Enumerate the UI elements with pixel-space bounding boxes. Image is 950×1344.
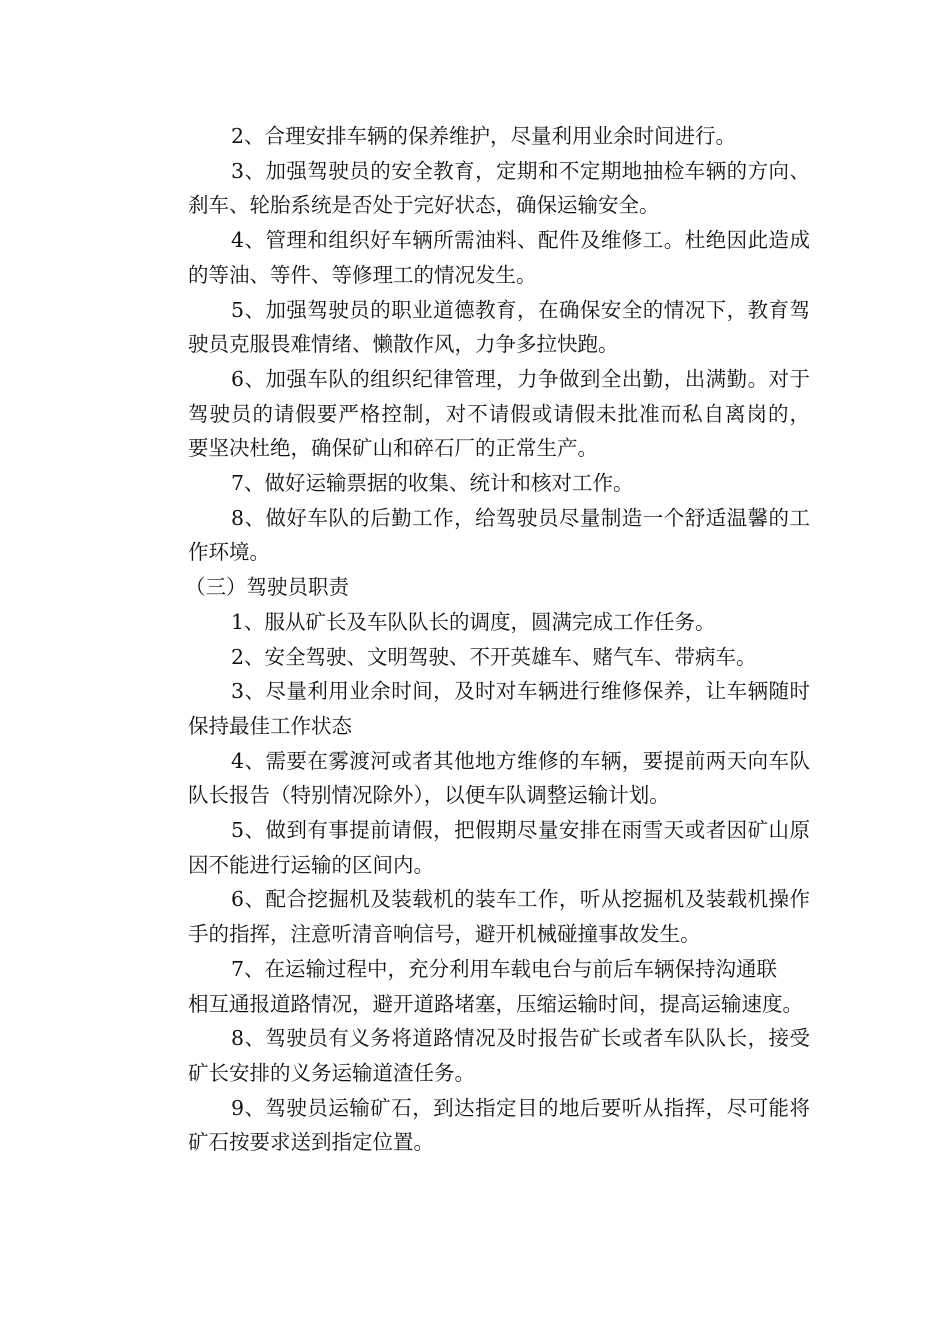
text-line: 5、做到有事提前请假，把假期尽量安排在雨雪天或者因矿山原 xyxy=(231,818,810,843)
text-line: 3、加强驾驶员的安全教育，定期和不定期地抽检车辆的方向、 xyxy=(231,158,810,183)
paragraph-item-4 xyxy=(145,223,810,292)
paragraph-item-7 xyxy=(145,466,810,501)
paragraph-item-3 xyxy=(145,154,810,223)
text-line: 驶员克服畏难情绪、懒散作风，力争多拉快跑。 xyxy=(188,332,619,357)
text-line: 要坚决杜绝，确保矿山和碎石厂的正常生产。 xyxy=(188,436,598,461)
duty-item-3 xyxy=(145,674,810,743)
text-line: 5、加强驾驶员的职业道德教育，在确保安全的情况下，教育驾 xyxy=(231,297,810,322)
text-line: 9、驾驶员运输矿石，到达指定目的地后要听从指挥，尽可能将 xyxy=(231,1095,810,1120)
paragraph-item-2 xyxy=(145,119,810,154)
duty-item-1 xyxy=(145,605,810,640)
text-line: 驾驶员的请假要严格控制，对不请假或请假未批准而私自离岗的， xyxy=(188,401,810,426)
text-line: 手的指挥，注意听清音响信号，避开机械碰撞事故发生。 xyxy=(188,922,701,947)
duty-item-7 xyxy=(145,952,810,1021)
text-line: 8、驾驶员有义务将道路情况及时报告矿长或者车队队长，接受 xyxy=(231,1026,810,1051)
text-line: 7、做好运输票据的收集、统计和核对工作。 xyxy=(231,471,634,496)
duty-item-4 xyxy=(145,744,810,813)
text-line: 刹车、轮胎系统是否处于完好状态，确保运输安全。 xyxy=(188,193,660,218)
duty-item-9 xyxy=(145,1091,810,1160)
duty-item-2 xyxy=(145,640,810,675)
text-line: 因不能进行运输的区间内。 xyxy=(188,852,434,877)
text-line: 7、在运输过程中，充分利用车载电台与前后车辆保持沟通联 xyxy=(231,956,778,981)
text-line: 4、需要在雾渡河或者其他地方维修的车辆，要提前两天向车队 xyxy=(231,748,810,773)
text-line: 8、做好车队的后勤工作，给驾驶员尽量制造一个舒适温馨的工 xyxy=(231,505,810,530)
paragraph-item-5 xyxy=(145,293,810,362)
duty-item-5 xyxy=(145,813,810,882)
duty-item-8 xyxy=(145,1021,810,1090)
text-line: 2、安全驾驶、文明驾驶、不开英雄车、赌气车、带病车。 xyxy=(231,644,757,669)
section-heading: （三）驾驶员职责 xyxy=(185,575,349,600)
text-line: 1、服从矿长及车队队长的调度，圆满完成工作任务。 xyxy=(231,609,716,634)
text-line: 保持最佳工作状态 xyxy=(188,713,352,738)
text-line: 4、管理和组织好车辆所需油料、配件及维修工。杜绝因此造成 xyxy=(231,228,810,253)
text-line: 相互通报道路情况，避开道路堵塞，压缩运输时间，提高运输速度。 xyxy=(188,991,803,1016)
text-line: 2、合理安排车辆的保养维护，尽量利用业余时间进行。 xyxy=(231,124,737,148)
text-line: 6、配合挖掘机及装载机的装车工作，听从挖掘机及装载机操作 xyxy=(231,887,810,912)
paragraph-item-8 xyxy=(145,501,810,570)
text-line: 队长报告（特别情况除外），以便车队调整运输计划。 xyxy=(188,783,670,808)
duty-item-6 xyxy=(145,882,810,951)
text-line: 作环境。 xyxy=(188,540,270,565)
text-line: 3、尽量利用业余时间，及时对车辆进行维修保养，让车辆随时 xyxy=(231,679,810,704)
text-line: 矿长安排的义务运输道渣任务。 xyxy=(188,1060,475,1085)
paragraph-item-6 xyxy=(145,362,810,466)
text-line: 矿石按要求送到指定位置。 xyxy=(188,1130,434,1155)
text-line: 6、加强车队的组织纪律管理，力争做到全出勤，出满勤。对于 xyxy=(231,366,810,391)
document-body xyxy=(145,119,810,1160)
text-line: 的等油、等件、等修理工的情况发生。 xyxy=(188,262,537,287)
